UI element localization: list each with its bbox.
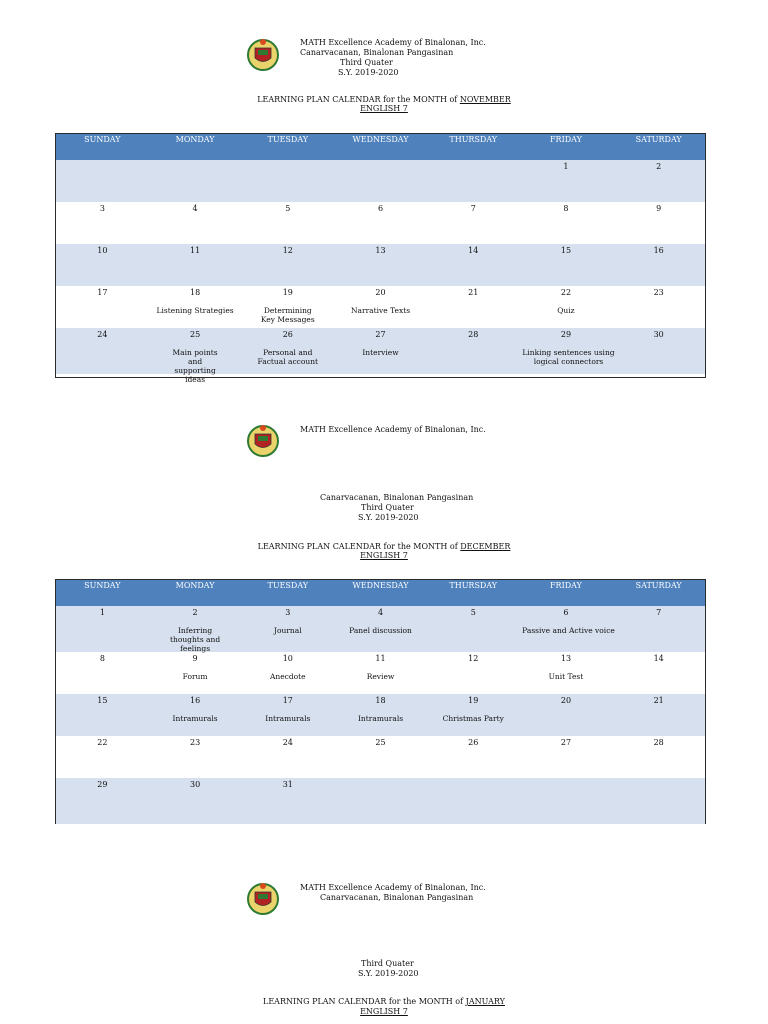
week-row (56, 160, 705, 202)
school-name: MATH Excellence Academy of Binalonan, Inc. (300, 883, 486, 892)
day-cell (241, 652, 334, 694)
day-number: 13 (560, 654, 572, 663)
lesson-entry: Quiz (557, 306, 575, 315)
day-cell (334, 286, 427, 328)
day-number: 13 (375, 246, 386, 255)
day-cell (520, 160, 613, 202)
day-number: 24 (282, 738, 293, 747)
day-cell (612, 328, 705, 374)
day-number: 15 (97, 696, 108, 705)
day-cell (427, 328, 520, 374)
lesson-entry: Linking sentences using logical connectors (522, 348, 615, 366)
school-header-block (320, 959, 419, 979)
weekday-header (56, 134, 705, 160)
day-cell (56, 736, 149, 778)
day-number: 23 (189, 738, 201, 747)
lesson-entry: Narrative Texts (350, 306, 411, 315)
day-cell (334, 244, 427, 286)
day-cell (56, 694, 149, 736)
day-number: 26 (282, 330, 293, 339)
week-row (56, 286, 705, 328)
quarter-label: Third Quater (361, 959, 414, 968)
weekday-friday: FRIDAY (550, 135, 582, 144)
day-number: 27 (375, 330, 386, 339)
week-row (56, 328, 705, 384)
lesson-entry: Panel discussion (349, 626, 412, 635)
day-cell (427, 202, 520, 244)
day-cell (427, 606, 520, 652)
school-header-block (320, 493, 473, 523)
day-number: 4 (192, 204, 198, 213)
day-cell (56, 328, 149, 374)
day-cell (56, 286, 149, 328)
day-cell (520, 778, 613, 824)
day-cell (612, 694, 705, 736)
lesson-entry: Intramurals (357, 714, 404, 723)
weekday-monday: MONDAY (175, 581, 215, 590)
school-year: S.Y. 2019-2020 (358, 513, 419, 522)
day-cell (56, 160, 149, 202)
day-number: 10 (97, 246, 108, 255)
day-cell (427, 778, 520, 824)
day-cell (149, 202, 242, 244)
november-calendar (55, 133, 706, 384)
weekday-friday: FRIDAY (550, 581, 582, 590)
day-cell (241, 286, 334, 328)
subject-label: ENGLISH 7 (360, 1007, 408, 1016)
day-cell (56, 606, 149, 652)
day-number: 16 (189, 696, 201, 705)
lesson-entry: Forum (182, 672, 208, 681)
day-number: 28 (468, 330, 479, 339)
lesson-entry: Unit Test (548, 672, 584, 681)
weekday-sunday: SUNDAY (84, 581, 121, 590)
lesson-entry: Personal and Factual account (257, 348, 319, 366)
lesson-entry: Review (366, 672, 395, 681)
day-cell (612, 160, 705, 202)
quarter-label: Third Quater (340, 58, 393, 67)
day-number: 12 (282, 246, 293, 255)
day-cell (520, 694, 613, 736)
day-number: 5 (470, 608, 476, 617)
day-cell (56, 652, 149, 694)
lesson-entry: Christmas Party (442, 714, 504, 723)
day-cell (427, 694, 520, 736)
week-row (56, 606, 705, 652)
lesson-entry: Determining Key Messages (260, 306, 315, 324)
day-cell (334, 160, 427, 202)
day-number: 30 (653, 330, 664, 339)
school-name: MATH Excellence Academy of Binalonan, Inc. (300, 38, 486, 47)
day-number: 21 (653, 696, 664, 705)
day-cell (149, 652, 242, 694)
day-cell (149, 244, 242, 286)
month-name: JANUARY (465, 997, 505, 1006)
day-number: 19 (282, 288, 293, 297)
day-cell (149, 736, 242, 778)
day-number: 22 (97, 738, 108, 747)
day-cell (56, 778, 149, 824)
day-number: 4 (377, 608, 384, 617)
school-logo (246, 422, 280, 458)
day-number: 2 (192, 608, 198, 617)
day-cell (241, 736, 334, 778)
day-number: 29 (97, 780, 108, 789)
quarter-label: Third Quater (361, 503, 414, 512)
weekday-thursday: THURSDAY (449, 581, 498, 590)
day-cell (334, 778, 427, 824)
day-cell (56, 202, 149, 244)
day-number: 20 (560, 696, 572, 705)
calendar-title (0, 997, 768, 1007)
day-number: 21 (468, 288, 479, 297)
day-number: 15 (560, 246, 572, 255)
day-number: 17 (97, 288, 108, 297)
day-cell (612, 778, 705, 824)
lesson-entry: Anecdote (269, 672, 306, 681)
day-number: 3 (285, 608, 291, 617)
lesson-entry: Intramurals (172, 714, 218, 723)
day-number: 25 (375, 738, 386, 747)
day-number: 18 (189, 288, 201, 297)
day-number: 1 (99, 608, 105, 617)
day-cell (520, 244, 613, 286)
day-number: 8 (563, 204, 569, 213)
day-number: 17 (282, 696, 293, 705)
day-cell (427, 160, 520, 202)
lesson-entry: Passive and Active voice (522, 626, 615, 635)
day-cell (241, 606, 334, 652)
weekday-wednesday: WEDNESDAY (352, 581, 409, 590)
day-cell (334, 328, 427, 374)
day-number: 1 (563, 162, 569, 171)
day-cell (149, 778, 242, 824)
day-number: 7 (470, 204, 476, 213)
day-number: 7 (656, 608, 662, 617)
lesson-entry: Journal (273, 626, 302, 635)
school-logo (246, 880, 280, 916)
day-cell (612, 736, 705, 778)
day-number: 24 (97, 330, 108, 339)
day-number: 29 (560, 330, 572, 339)
day-cell (427, 736, 520, 778)
school-header-block (300, 38, 486, 78)
school-year: S.Y. 2019-2020 (338, 68, 399, 77)
weekday-thursday: THURSDAY (449, 135, 498, 144)
day-cell (241, 202, 334, 244)
day-cell (149, 694, 242, 736)
title-prefix: LEARNING PLAN CALENDAR for the MONTH of (263, 997, 466, 1006)
subject-label: ENGLISH 7 (360, 551, 408, 560)
week-row (56, 652, 705, 694)
december-calendar (55, 579, 706, 824)
day-number: 10 (282, 654, 293, 663)
subject-label: ENGLISH 7 (360, 104, 408, 113)
day-cell (520, 652, 613, 694)
lesson-entry: Listening Strategies (156, 306, 234, 315)
lesson-entry: Main points and supporting ideas (172, 348, 218, 384)
day-number: 9 (656, 204, 662, 213)
day-number: 14 (653, 654, 664, 663)
day-cell (612, 244, 705, 286)
day-cell (427, 652, 520, 694)
day-number: 19 (468, 696, 479, 705)
day-number: 11 (189, 246, 201, 255)
day-cell (56, 244, 149, 286)
day-cell (241, 778, 334, 824)
school-year: S.Y. 2019-2020 (358, 969, 419, 978)
weekday-saturday: SATURDAY (635, 135, 682, 144)
day-cell (427, 286, 520, 328)
day-number: 2 (656, 162, 662, 171)
week-row (56, 202, 705, 244)
school-header-block (300, 883, 486, 903)
day-cell (334, 652, 427, 694)
school-address: Canarvacanan, Binalonan Pangasinan (300, 48, 454, 57)
school-address: Canarvacanan, Binalonan Pangasinan (320, 893, 474, 902)
day-cell (612, 652, 705, 694)
day-number: 30 (189, 780, 201, 789)
weekday-sunday: SUNDAY (84, 135, 121, 144)
week-row (56, 244, 705, 286)
day-number: 5 (285, 204, 291, 213)
day-number: 28 (653, 738, 664, 747)
school-logo (246, 36, 280, 72)
day-number: 27 (560, 738, 572, 747)
day-cell (520, 286, 613, 328)
day-number: 12 (468, 654, 479, 663)
title-prefix: LEARNING PLAN CALENDAR for the MONTH of (257, 95, 460, 104)
school-name: MATH Excellence Academy of Binalonan, Inc. (300, 425, 486, 434)
day-number: 20 (375, 288, 386, 297)
day-cell (334, 606, 427, 652)
weekday-monday: MONDAY (175, 135, 215, 144)
day-number: 9 (192, 654, 198, 663)
day-cell (427, 244, 520, 286)
weekday-wednesday: WEDNESDAY (352, 135, 409, 144)
day-number: 25 (189, 330, 201, 339)
month-name: DECEMBER (460, 542, 511, 551)
day-number: 22 (560, 288, 572, 297)
month-name: NOVEMBER (459, 95, 511, 104)
day-number: 8 (99, 654, 105, 663)
weekday-tuesday: TUESDAY (267, 581, 309, 590)
day-number: 31 (282, 780, 293, 789)
day-cell (612, 286, 705, 328)
weekday-tuesday: TUESDAY (267, 135, 309, 144)
day-cell (241, 694, 334, 736)
day-cell (149, 328, 242, 384)
lesson-entry: Inferring thoughts and feelings (169, 626, 221, 653)
day-number: 6 (377, 204, 384, 213)
day-cell (520, 202, 613, 244)
day-cell (520, 736, 613, 778)
week-row (56, 736, 705, 778)
day-cell (334, 202, 427, 244)
week-row (56, 694, 705, 736)
school-address: Canarvacanan, Binalonan Pangasinan (320, 493, 474, 502)
day-cell (149, 160, 242, 202)
day-cell (241, 244, 334, 286)
day-number: 11 (375, 654, 386, 663)
day-cell (612, 606, 705, 652)
title-prefix: LEARNING PLAN CALENDAR for the MONTH of (257, 542, 461, 551)
weekday-saturday: SATURDAY (635, 581, 682, 590)
day-number: 6 (563, 608, 569, 617)
day-cell (241, 160, 334, 202)
day-number: 18 (375, 696, 386, 705)
weekday-header (56, 580, 705, 606)
day-cell (149, 286, 242, 328)
week-row (56, 778, 705, 824)
day-cell (149, 606, 242, 652)
day-number: 14 (468, 246, 479, 255)
day-number: 3 (99, 204, 105, 213)
day-number: 16 (653, 246, 664, 255)
day-number: 23 (653, 288, 664, 297)
lesson-entry: Intramurals (265, 714, 311, 723)
day-number: 26 (468, 738, 479, 747)
day-cell (612, 202, 705, 244)
lesson-entry: Interview (362, 348, 399, 357)
day-cell (334, 694, 427, 736)
day-cell (334, 736, 427, 778)
day-cell (241, 328, 334, 374)
